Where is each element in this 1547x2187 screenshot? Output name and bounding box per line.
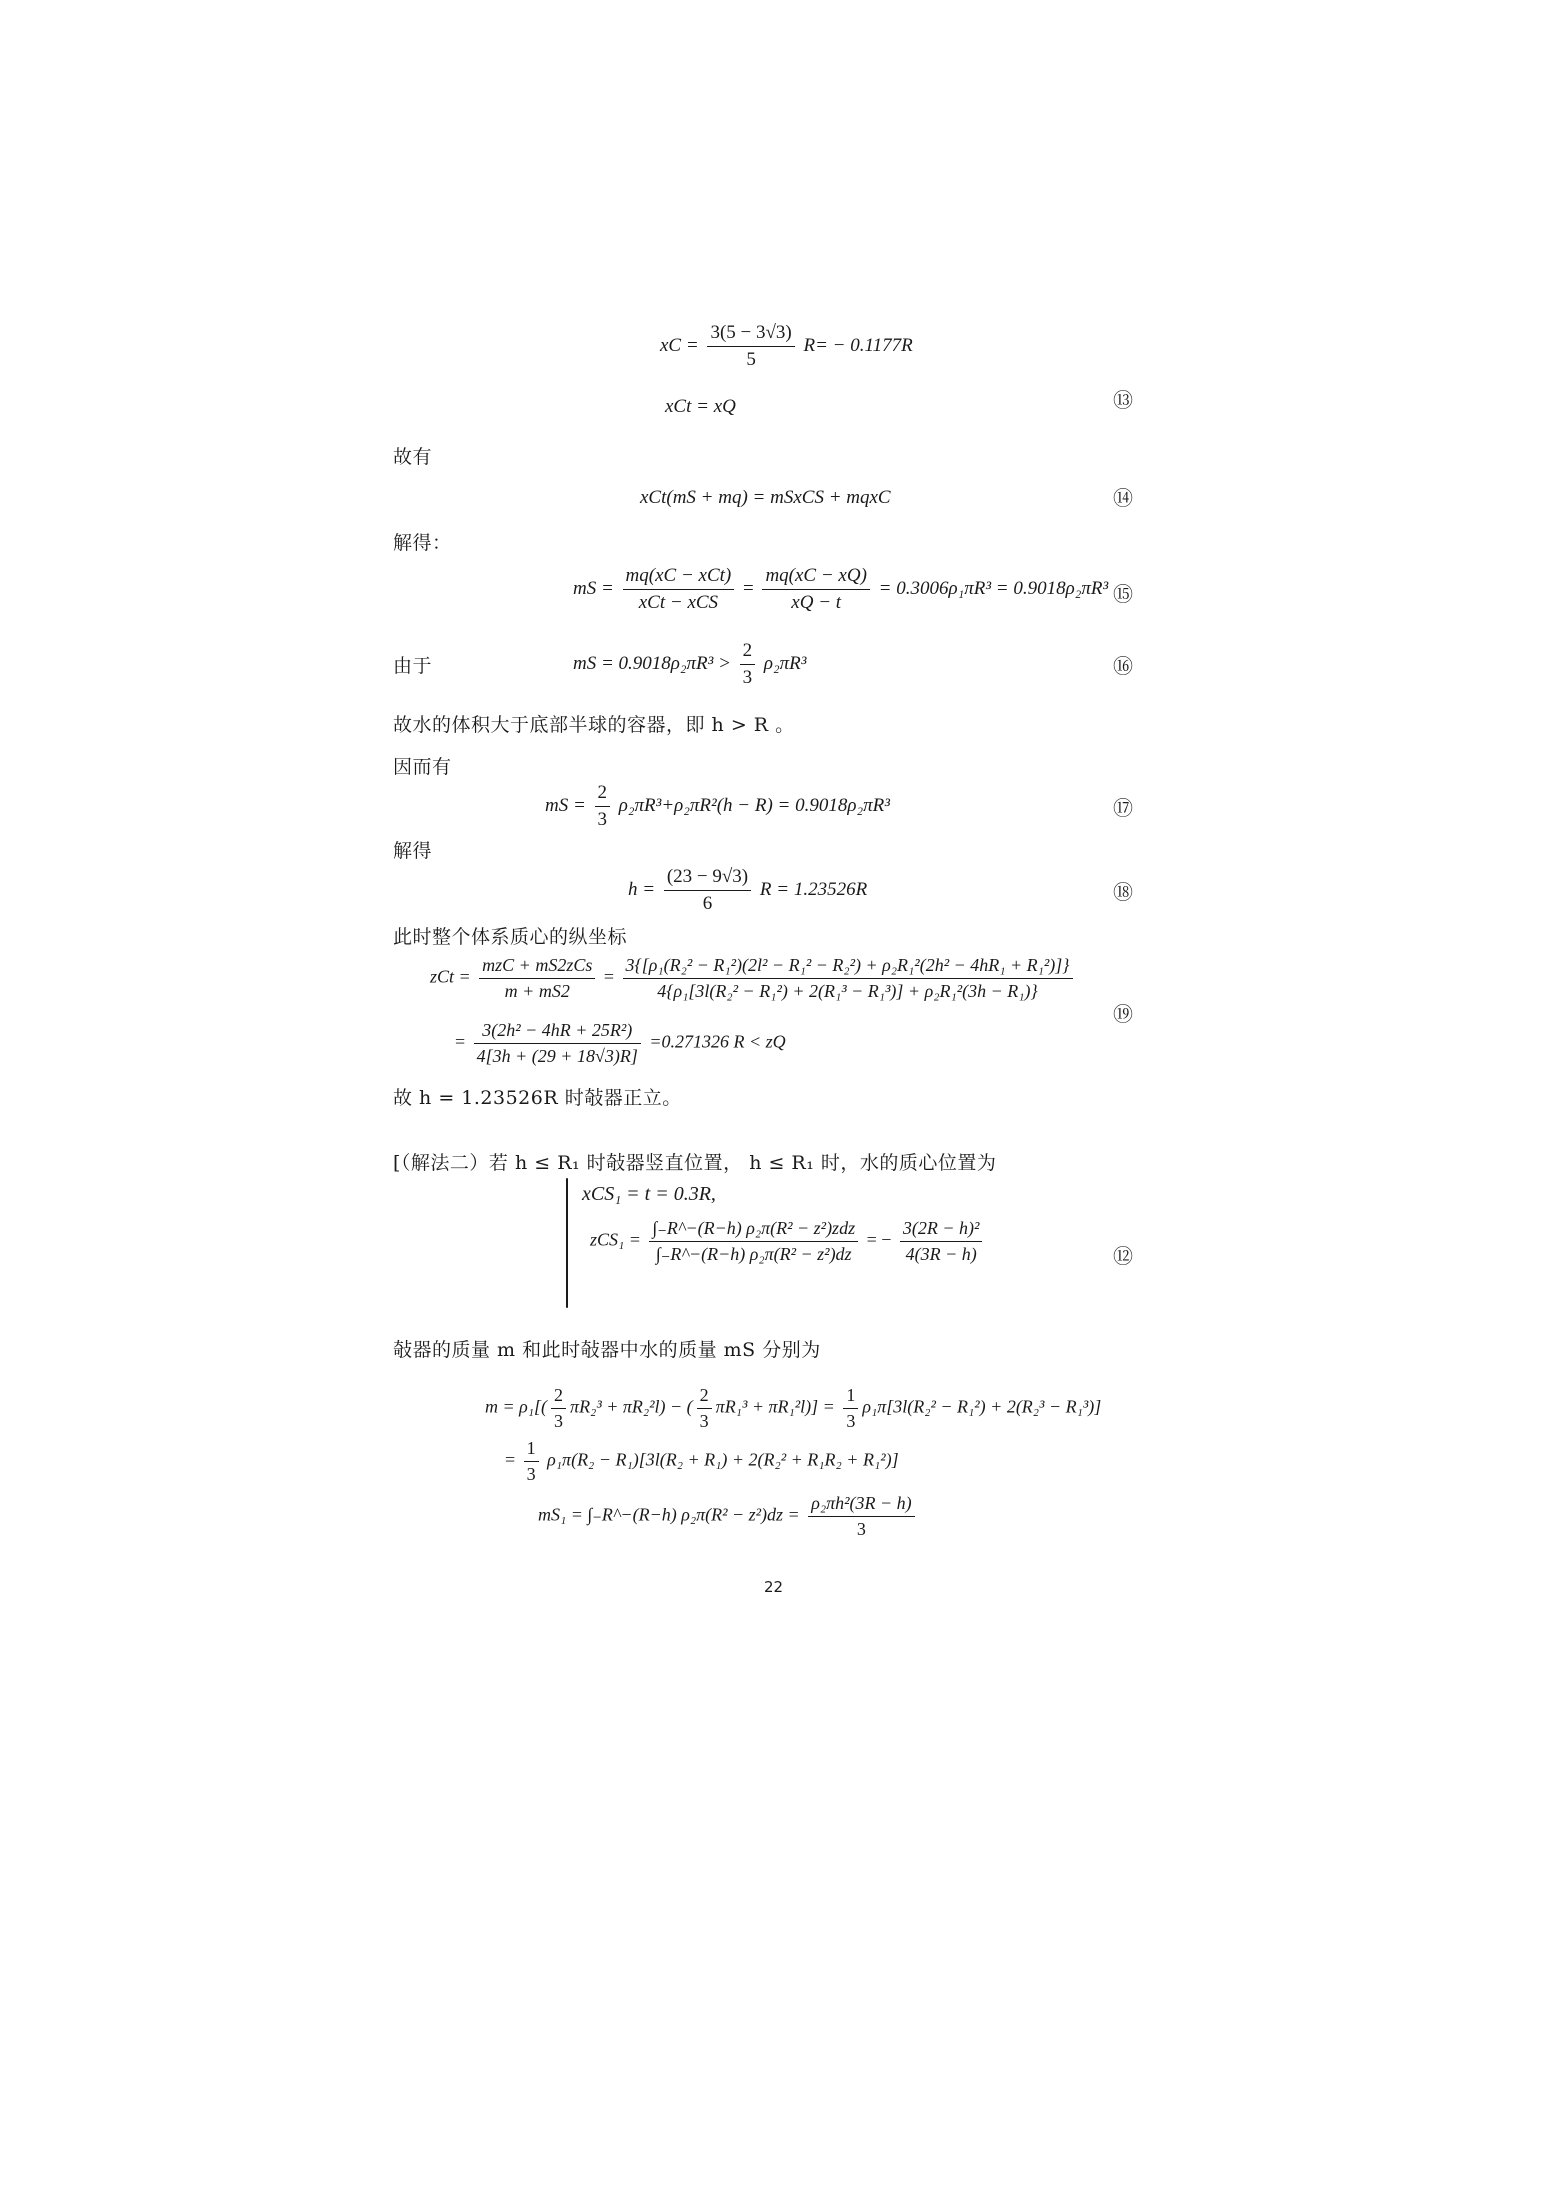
equation-18 xyxy=(628,866,867,915)
m-line2-fraction xyxy=(524,1438,539,1485)
ms-lhs: mS = xyxy=(573,577,614,599)
ms1-numerator: ρ₂πh²(3R − h) xyxy=(808,1493,914,1517)
ms1-integral: ∫₋R^−(R−h) ρ₂π(R² − z²)dz = xyxy=(587,1504,800,1525)
m-line1-part-b: πR₂³ + πR₂²l) − ( xyxy=(570,1396,693,1417)
m2-result-denominator: 4(3R − h) xyxy=(905,1244,977,1264)
m-frac3-den: 3 xyxy=(846,1411,856,1431)
equation-m-line-2 xyxy=(505,1438,899,1485)
equation-14: xCt(mS + mq) = mSxCS + mqxC xyxy=(640,487,891,508)
m2-equals: = − xyxy=(866,1229,892,1250)
equation-xct: xCt = xQ xyxy=(665,396,736,417)
text-jie-de-1: 解得： xyxy=(393,532,452,554)
ms-f1-numerator: mq(xC − xCt) xyxy=(623,565,735,590)
m-frac2-den: 3 xyxy=(699,1411,709,1431)
equation-number-13: ⑬ xyxy=(1113,388,1133,412)
eq19-f2-denominator: 4{ρ₁[3l(R₂² − R₁²) + 2(R₁³ − R₁³)] + ρ₂R₁²(3h − R₁)} xyxy=(657,981,1038,1001)
eq18-numerator: (23 − 9√3) xyxy=(664,866,751,891)
m-frac3-num: 1 xyxy=(843,1385,858,1409)
eq17-right: ρ₂πR³+ρ₂πR²(h − R) = 0.9018ρ₂πR³ xyxy=(618,794,890,816)
eq19-fraction-3 xyxy=(474,1020,641,1067)
xc-lhs: xC = xyxy=(660,334,699,356)
eq19-rhs: =0.271326 R < zQ xyxy=(649,1031,786,1052)
equation-m-line-1 xyxy=(485,1385,1101,1432)
m-frac1-num: 2 xyxy=(551,1385,566,1409)
text-yin-er-you: 因而有 xyxy=(393,756,452,778)
text-water-volume: 故水的体积大于底部半球的容器，即 h > R 。 xyxy=(393,714,795,736)
m-line2-body: ρ₁π(R₂ − R₁)[3l(R₂ + R₁) + 2(R₂² + R₁R₂ + R₁²)] xyxy=(547,1449,899,1470)
eq17-numerator: 2 xyxy=(595,782,611,807)
m-line2-frac-den: 3 xyxy=(526,1464,536,1484)
eq17-fraction xyxy=(595,782,611,831)
m2-integral-denominator: ∫₋R^−(R−h) ρ₂π(R² − z²)dz xyxy=(655,1244,852,1264)
m2-result-numerator: 3(2R − h)² xyxy=(900,1218,983,1242)
equation-17 xyxy=(545,782,890,831)
text-jie-de-2: 解得 xyxy=(393,840,433,862)
m2-integral-fraction xyxy=(649,1218,858,1265)
ms1-denominator: 3 xyxy=(856,1519,866,1539)
ms1-lhs: mS₁ = xyxy=(538,1504,583,1525)
equation-xc xyxy=(660,322,913,371)
ms-rhs: = 0.3006ρ₁πR³ = 0.9018ρ₂πR³ xyxy=(878,577,1109,599)
m-line1-fraction-3 xyxy=(843,1385,858,1432)
xc-numerator: 3(5 − 3√3) xyxy=(707,322,794,347)
m-line1-fraction-2 xyxy=(697,1385,712,1432)
equation-number-16: ⑯ xyxy=(1113,654,1133,678)
page-number: 22 xyxy=(763,1578,784,1596)
eq19-f1-numerator: mzC + mS2zCs xyxy=(479,955,595,979)
text-you-yu: 由于 xyxy=(393,655,433,677)
equation-number-15: ⑮ xyxy=(1113,582,1133,606)
eq19-fraction-2 xyxy=(623,955,1073,1002)
eq16-fraction xyxy=(740,640,756,689)
equation-number-14: ⑭ xyxy=(1113,486,1133,510)
system-z-line xyxy=(590,1218,986,1265)
eq18-lhs: h = xyxy=(628,878,656,900)
m-frac1-den: 3 xyxy=(554,1411,564,1431)
m2-result-fraction xyxy=(900,1218,983,1265)
equation-16 xyxy=(573,640,806,689)
eq16-denominator: 3 xyxy=(742,667,753,688)
eq19-f2-numerator: 3{[ρ₁(R₂² − R₁²)(2l² − R₁² − R₂²) + ρ₂R₁²(2h² − 4hR₁ + R₁²)]} xyxy=(623,955,1073,979)
eq16-right: ρ₂πR³ xyxy=(763,652,807,674)
ms-f2-numerator: mq(xC − xQ) xyxy=(762,565,869,590)
eq19-f3-numerator: 3(2h² − 4hR + 25R²) xyxy=(474,1020,641,1044)
equation-number-19: ⑲ xyxy=(1113,1002,1133,1026)
ms-f2-denominator: xQ − t xyxy=(791,592,842,613)
equation-number-17: ⑰ xyxy=(1113,796,1133,820)
text-gu-you: 故有 xyxy=(393,446,433,468)
m-line2-equals: = xyxy=(505,1449,516,1470)
xc-rhs: R= − 0.1177R xyxy=(803,334,913,356)
ms-fraction-2 xyxy=(762,565,869,614)
m-line1-part-d: ρ₁π[3l(R₂² − R₁²) + 2(R₂³ − R₁³)] xyxy=(862,1396,1102,1417)
eq18-denominator: 6 xyxy=(702,893,713,914)
eq19-lhs: zCt = xyxy=(430,966,471,987)
eq19-f1-denominator: m + mS2 xyxy=(504,981,570,1001)
ms-f1-denominator: xCt − xCS xyxy=(638,592,719,613)
m2-z-lhs: zCS₁ = xyxy=(590,1229,641,1250)
system-x-line: xCS₁ = t = 0.3R, xyxy=(582,1183,716,1205)
eq18-fraction xyxy=(664,866,751,915)
eq19-fraction-1 xyxy=(479,955,595,1002)
m2-integral-numerator: ∫₋R^−(R−h) ρ₂π(R² − z²)zdz xyxy=(649,1218,858,1242)
text-method-two: [（解法二）若 h ≤ R₁ 时敧器竖直位置， h ≤ R₁ 时，水的质心位置为 xyxy=(393,1152,997,1174)
text-zong-zuobiao: 此时整个体系质心的纵坐标 xyxy=(393,926,628,948)
ms1-fraction xyxy=(808,1493,914,1540)
equation-19-line-2 xyxy=(455,1020,786,1067)
text-mass-intro: 敧器的质量 m 和此时敧器中水的质量 mS 分别为 xyxy=(393,1339,821,1361)
xc-fraction xyxy=(707,322,794,371)
equation-15: mS = $\frac{\text{mq(xC − xCt)}}{\text{xCt − xCS}}$ = $\frac{mq(xC - xQ)}{xQ - t}$ = 0.3006ρ₁πR³ = 0.9018ρ₂πR³ xyxy=(573,565,1109,613)
m-line1-part-c: πR₁³ + πR₁²l)] = xyxy=(715,1396,835,1417)
eq17-left: mS = xyxy=(545,794,586,816)
eq16-left: mS = 0.9018ρ₂πR³ > xyxy=(573,652,731,674)
ms-fraction-1 xyxy=(623,565,735,614)
equation-19-line-1: zCt = $\frac{\text{mzC + mS2zCs}}{m + mS2}$ = 3{[ρ₁(R₂² − R₁²)(2l² − R₁² − R₂²) + ρ₂R₁²(2h² − 4hR₁ + R₁²)]} 4{ρ₁[3l(R₂² − R₁²) + 2(R₁³ − R₁³)] + ρ₂R₁²(3h − R₁)} xyxy=(430,955,1077,1002)
text-conclusion: 故 h = 1.23526R 时敧器正立。 xyxy=(393,1087,682,1109)
m-line2-frac-num: 1 xyxy=(524,1438,539,1462)
eq19-line2-equals: = xyxy=(455,1031,466,1052)
equation-number-18: ⑱ xyxy=(1113,880,1133,904)
xc-denominator: 5 xyxy=(746,349,756,370)
eq16-numerator: 2 xyxy=(740,640,756,665)
m-line1-part-a: m = ρ₁[( xyxy=(485,1396,548,1417)
eq18-rhs: R = 1.23526R xyxy=(759,878,868,900)
system-brace xyxy=(566,1178,568,1308)
m-line1-fraction-1 xyxy=(551,1385,566,1432)
m-frac2-num: 2 xyxy=(697,1385,712,1409)
equation-number-12: ⑫ xyxy=(1113,1244,1133,1268)
equation-ms1 xyxy=(538,1493,919,1540)
eq17-denominator: 3 xyxy=(597,809,608,830)
eq19-f3-denominator: 4[3h + (29 + 18√3)R] xyxy=(476,1046,638,1066)
